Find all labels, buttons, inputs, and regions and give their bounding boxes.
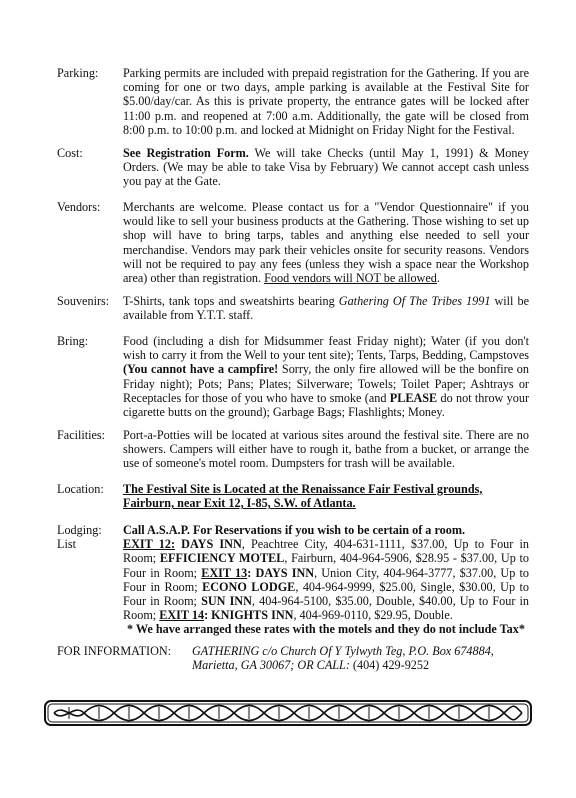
lodging-label-2: List	[57, 537, 76, 552]
location-label: Location:	[57, 482, 104, 496]
info-city: Marietta, GA 30067; OR CALL:	[192, 658, 350, 673]
bring-campfire-warning: (You cannot have a campfire!	[123, 362, 279, 377]
efficiency-details: , Fairburn, 404-964-5906, $28.95 - $37.00, Up to Four in Room;	[123, 551, 529, 580]
facilities-section	[57, 428, 529, 471]
parking-section	[57, 66, 529, 137]
exit-13-details: , Union City, 404-964-3777, $37.00, Up to Four in Room;	[123, 565, 529, 594]
info-section	[57, 644, 529, 672]
exit-12-details: , Peachtree City, 404-631-1111, $37.00, Up to Four in Room;	[123, 537, 529, 566]
info-address: GATHERING c/o Church Of Y Tylwyth Teg, P.O. Box 674884,	[192, 644, 494, 658]
souvenirs-event-name: Gathering Of The Tribes 1991	[338, 294, 491, 308]
lodging-section	[57, 523, 529, 637]
parking-label: Parking:	[57, 66, 99, 80]
cost-body: We will take Checks (until May 1, 1991) & Money Orders. (We may be able to take Visa by February) We cannot accept cash unless you pay at the Gate.	[123, 146, 529, 189]
vendors-food-note: Food vendors will NOT be allowed	[264, 271, 437, 286]
exit-14-label: EXIT 14	[159, 608, 205, 623]
bring-label: Bring:	[57, 334, 89, 348]
sun-details: , 404-964-5100, $35.00, Double, $40.00, Up to Four in Room;	[123, 594, 529, 623]
facilities-label: Facilities:	[57, 428, 106, 442]
souvenirs-section	[57, 294, 529, 322]
bring-part2: Sorry, the only fire allowed will be the bonfire on Friday night); Pots; Pans; Plates; Silverware; Towels; Toilet Paper; Ashtrays or Receptacles for those of you who have to smoke (and	[123, 362, 529, 405]
facilities-text: Port-a-Potties will be located at various sites around the festival site. There are no showers. Campers will either have to rough it, bathe from a bucket, or arrange the use of someone's motel room. Dumpsters for trash will be available.	[123, 428, 529, 471]
vendors-end: .	[436, 271, 440, 286]
location-section	[57, 482, 529, 510]
vendors-label: Vendors:	[57, 200, 101, 214]
info-text	[192, 644, 529, 672]
exit-14-details: , 404-969-0110, $29.95, Double.	[293, 608, 453, 623]
souvenirs-text	[123, 294, 529, 322]
bring-part3: do not throw your cigarette butts on the ground); Garbage Bags; Flashlights; Money.	[123, 390, 529, 420]
souvenirs-label: Souvenirs:	[57, 294, 110, 308]
souvenirs-before: T-Shirts, tank tops and sweatshirts bearing	[123, 294, 339, 308]
bring-please: PLEASE	[389, 390, 438, 405]
bring-part1: Food (including a dish for Midsummer feast Friday night); Water (if you don't wish to carry it from the Well to your tent site); Tents, Tarps, Bedding, Campstoves	[123, 334, 529, 363]
days-inn-union: : DAYS INN	[247, 565, 315, 580]
lodging-list	[123, 537, 529, 622]
cost-bold-lead: See Registration Form.	[123, 146, 249, 160]
souvenirs-after: will be available from Y.T.T. staff.	[123, 294, 529, 323]
bring-text	[123, 334, 529, 419]
econo-details: , 404-964-9999, $25.00, Single, $30.00, Up to Four in Room;	[123, 579, 530, 609]
exit-12-label: EXIT 12:	[123, 537, 175, 552]
lodging-tax-note: * We have arranged these rates with the motels and they do not include Tax*	[127, 622, 525, 637]
sun-inn: SUN INN	[201, 594, 252, 609]
info-city-phone	[192, 658, 529, 672]
bring-section	[57, 334, 529, 419]
lodging-text	[123, 523, 529, 637]
econo-lodge: ECONO LODGE	[202, 579, 296, 594]
parking-text: Parking permits are included with prepaid registration for the Gathering. If you are coming for one or two days, ample parking is available at the Festival Site for $5.00/day/car. As this is private property, the entrance gates will be locked after 11:00 p.m. and reopened at 7:00 a.m. Additionally, the gate will be closed from 8:00 p.m. to 10:00 p.m. and locked at Midnight on Friday Night for the Festival.	[123, 66, 529, 137]
cost-text	[123, 146, 529, 189]
info-label: FOR INFORMATION:	[57, 644, 172, 658]
vendors-text	[123, 200, 529, 285]
celtic-knot-border	[44, 699, 532, 727]
cost-label: Cost:	[57, 146, 83, 160]
cost-section	[57, 146, 529, 189]
vendors-body: Merchants are welcome. Please contact us for a "Vendor Questionnaire" if you would like to sell your business products at the Gathering. Those wishing to set up shop will have to bring tarps, tables and anything else needed to sell your merchandise. Vendors may park their vehicles onsite for security reasons. Vendors will not be required to pay any fees (unless they wish a space near the Workshop area) other than registration.	[123, 200, 529, 286]
info-phone: (404) 429-9252	[349, 658, 430, 673]
lodging-label-1: Lodging:	[57, 523, 102, 537]
vendors-section	[57, 200, 529, 285]
knights-inn: : KNIGHTS INN	[204, 608, 294, 623]
lodging-headline: Call A.S.A.P. For Reservations if you wish to be certain of a room.	[123, 523, 466, 537]
location-text: The Festival Site is Located at the Renaissance Fair Festival grounds, Fairburn, near Exit 12, I-85, S.W. of Atlanta.	[123, 482, 483, 511]
efficiency-motel: EFFICIENCY MOTEL	[159, 551, 285, 566]
exit-13-label: EXIT 13	[201, 565, 248, 580]
lodging-label	[57, 523, 123, 637]
days-inn-peachtree: DAYS INN	[175, 537, 242, 552]
